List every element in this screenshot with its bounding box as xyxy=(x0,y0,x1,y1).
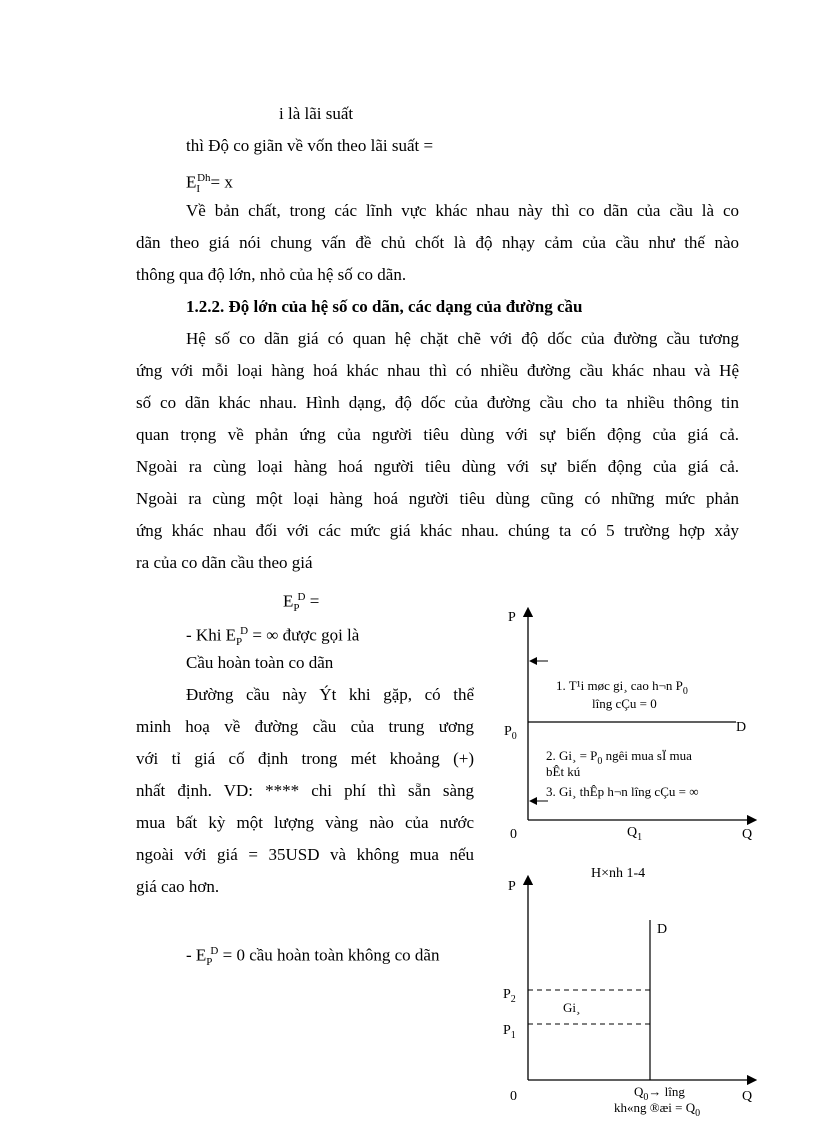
paragraph-line: quan trọng về phản ứng của người tiêu dùng với sự biến động của giá cả. xyxy=(136,425,739,444)
paragraph-line: mua bất kỳ một lượng vàng nào của nước xyxy=(136,813,474,832)
y-axis-label-2: P xyxy=(508,879,516,894)
paragraph-line: minh hoạ về đường cầu của trung ương xyxy=(136,717,474,736)
paragraph-line: Hệ số co dãn giá có quan hệ chặt chẽ với độ dốc của đường cầu tương xyxy=(186,329,739,348)
y-axis-label: P xyxy=(508,610,516,625)
paragraph-line: nhất định. VD: **** chi phí thì sẵn sàng xyxy=(136,781,474,800)
origin-label: 0 xyxy=(510,827,517,842)
demand-label-2: D xyxy=(657,922,668,937)
formula-ep: $E_P^D$ = xyxy=(283,591,320,615)
note-below-p0: 3. Gi¸ thÊp h¬n lîng cÇu = ∞ xyxy=(546,784,699,799)
case-infinite: - Khi $E_P^D$ = ∞ được gọi là xyxy=(186,625,360,649)
x-axis-label-2: Q xyxy=(742,1089,753,1104)
q0-label: $Q_0\to$ lîng xyxy=(634,1084,685,1103)
demand-label: D xyxy=(736,720,747,735)
line-interest-rate: i là lãi suất xyxy=(279,104,354,123)
q0-note: kh«ng ®æi = $Q_0$ xyxy=(614,1100,701,1119)
paragraph-line: Ngoài ra cùng loại hàng hoá người tiêu dùng với sự biến động của giá cả. xyxy=(136,457,739,476)
note-above-p0: 1. T¹i møc gi¸ cao h¬n $P_0$ xyxy=(556,678,688,697)
paragraph-line: thông qua độ lớn, nhỏ của hệ số co dãn. xyxy=(136,265,407,284)
note-above-p0-line2: lîng cÇu = 0 xyxy=(592,696,657,711)
paragraph-line: Ngoài ra cùng một loại hàng hoá người tiêu dùng cũng có những mức phản xyxy=(136,489,739,508)
case-infinite-label: Cầu hoàn toàn co dãn xyxy=(186,653,334,672)
formula-ei: $E_I^{Dh}= x$ xyxy=(186,172,233,196)
note-at-p0-line2: bÊt kú xyxy=(546,764,581,779)
p2-label: $P_2$ xyxy=(503,987,516,1005)
x-axis-label: Q xyxy=(742,827,753,842)
paragraph-line: Đường cầu này Ýt khi gặp, có thể xyxy=(186,685,474,704)
paragraph-line: ra của co dãn cầu theo giá xyxy=(136,553,313,572)
paragraph-line: Về bản chất, trong các lĩnh vực khác nhau này thì co dãn của cầu là co xyxy=(186,201,739,220)
q1-label: $Q_1$ xyxy=(627,825,643,843)
price-label: Gi¸ xyxy=(563,1000,581,1015)
figure-caption: H×nh 1-4 xyxy=(591,866,646,881)
paragraph-line: giá cao hơn. xyxy=(136,877,220,896)
origin-label-2: 0 xyxy=(510,1089,517,1104)
section-heading: 1.2.2. Độ lớn của hệ số co dãn, các dạng của đường cầu xyxy=(186,297,583,316)
paragraph-line: ngoài với giá = 35USD và không mua nếu xyxy=(136,845,474,864)
paragraph-line: dãn theo giá nói chung vấn đề chủ chốt là độ nhạy cảm của cầu như thế nào xyxy=(136,233,739,252)
p1-label: $P_1$ xyxy=(503,1023,516,1041)
paragraph-line: số co dãn khác nhau. Hình dạng, độ dốc của đường cầu cho ta nhiều thông tin xyxy=(136,393,739,412)
p0-label: $P_0$ xyxy=(504,724,517,742)
line-capital-elasticity: thì Độ co giãn về vốn theo lãi suất = xyxy=(186,136,434,155)
case-zero: - $E_P^D = 0$ cầu hoàn toàn không co dãn xyxy=(186,945,440,969)
note-at-p0: 2. Gi¸ = $P_0$ ngêi mua sÏ mua xyxy=(546,748,692,767)
paragraph-line: ứng với mỗi loại hàng hoá khác nhau thì có nhiều đường cầu khác nhau và Hệ xyxy=(136,361,739,380)
paragraph-line: với tỉ giá cố định trong mét khoảng (+) xyxy=(136,749,474,768)
paragraph-line: ứng khác nhau đối với các mức giá khác nhau. chúng ta có 5 trường hợp xảy xyxy=(136,521,739,540)
